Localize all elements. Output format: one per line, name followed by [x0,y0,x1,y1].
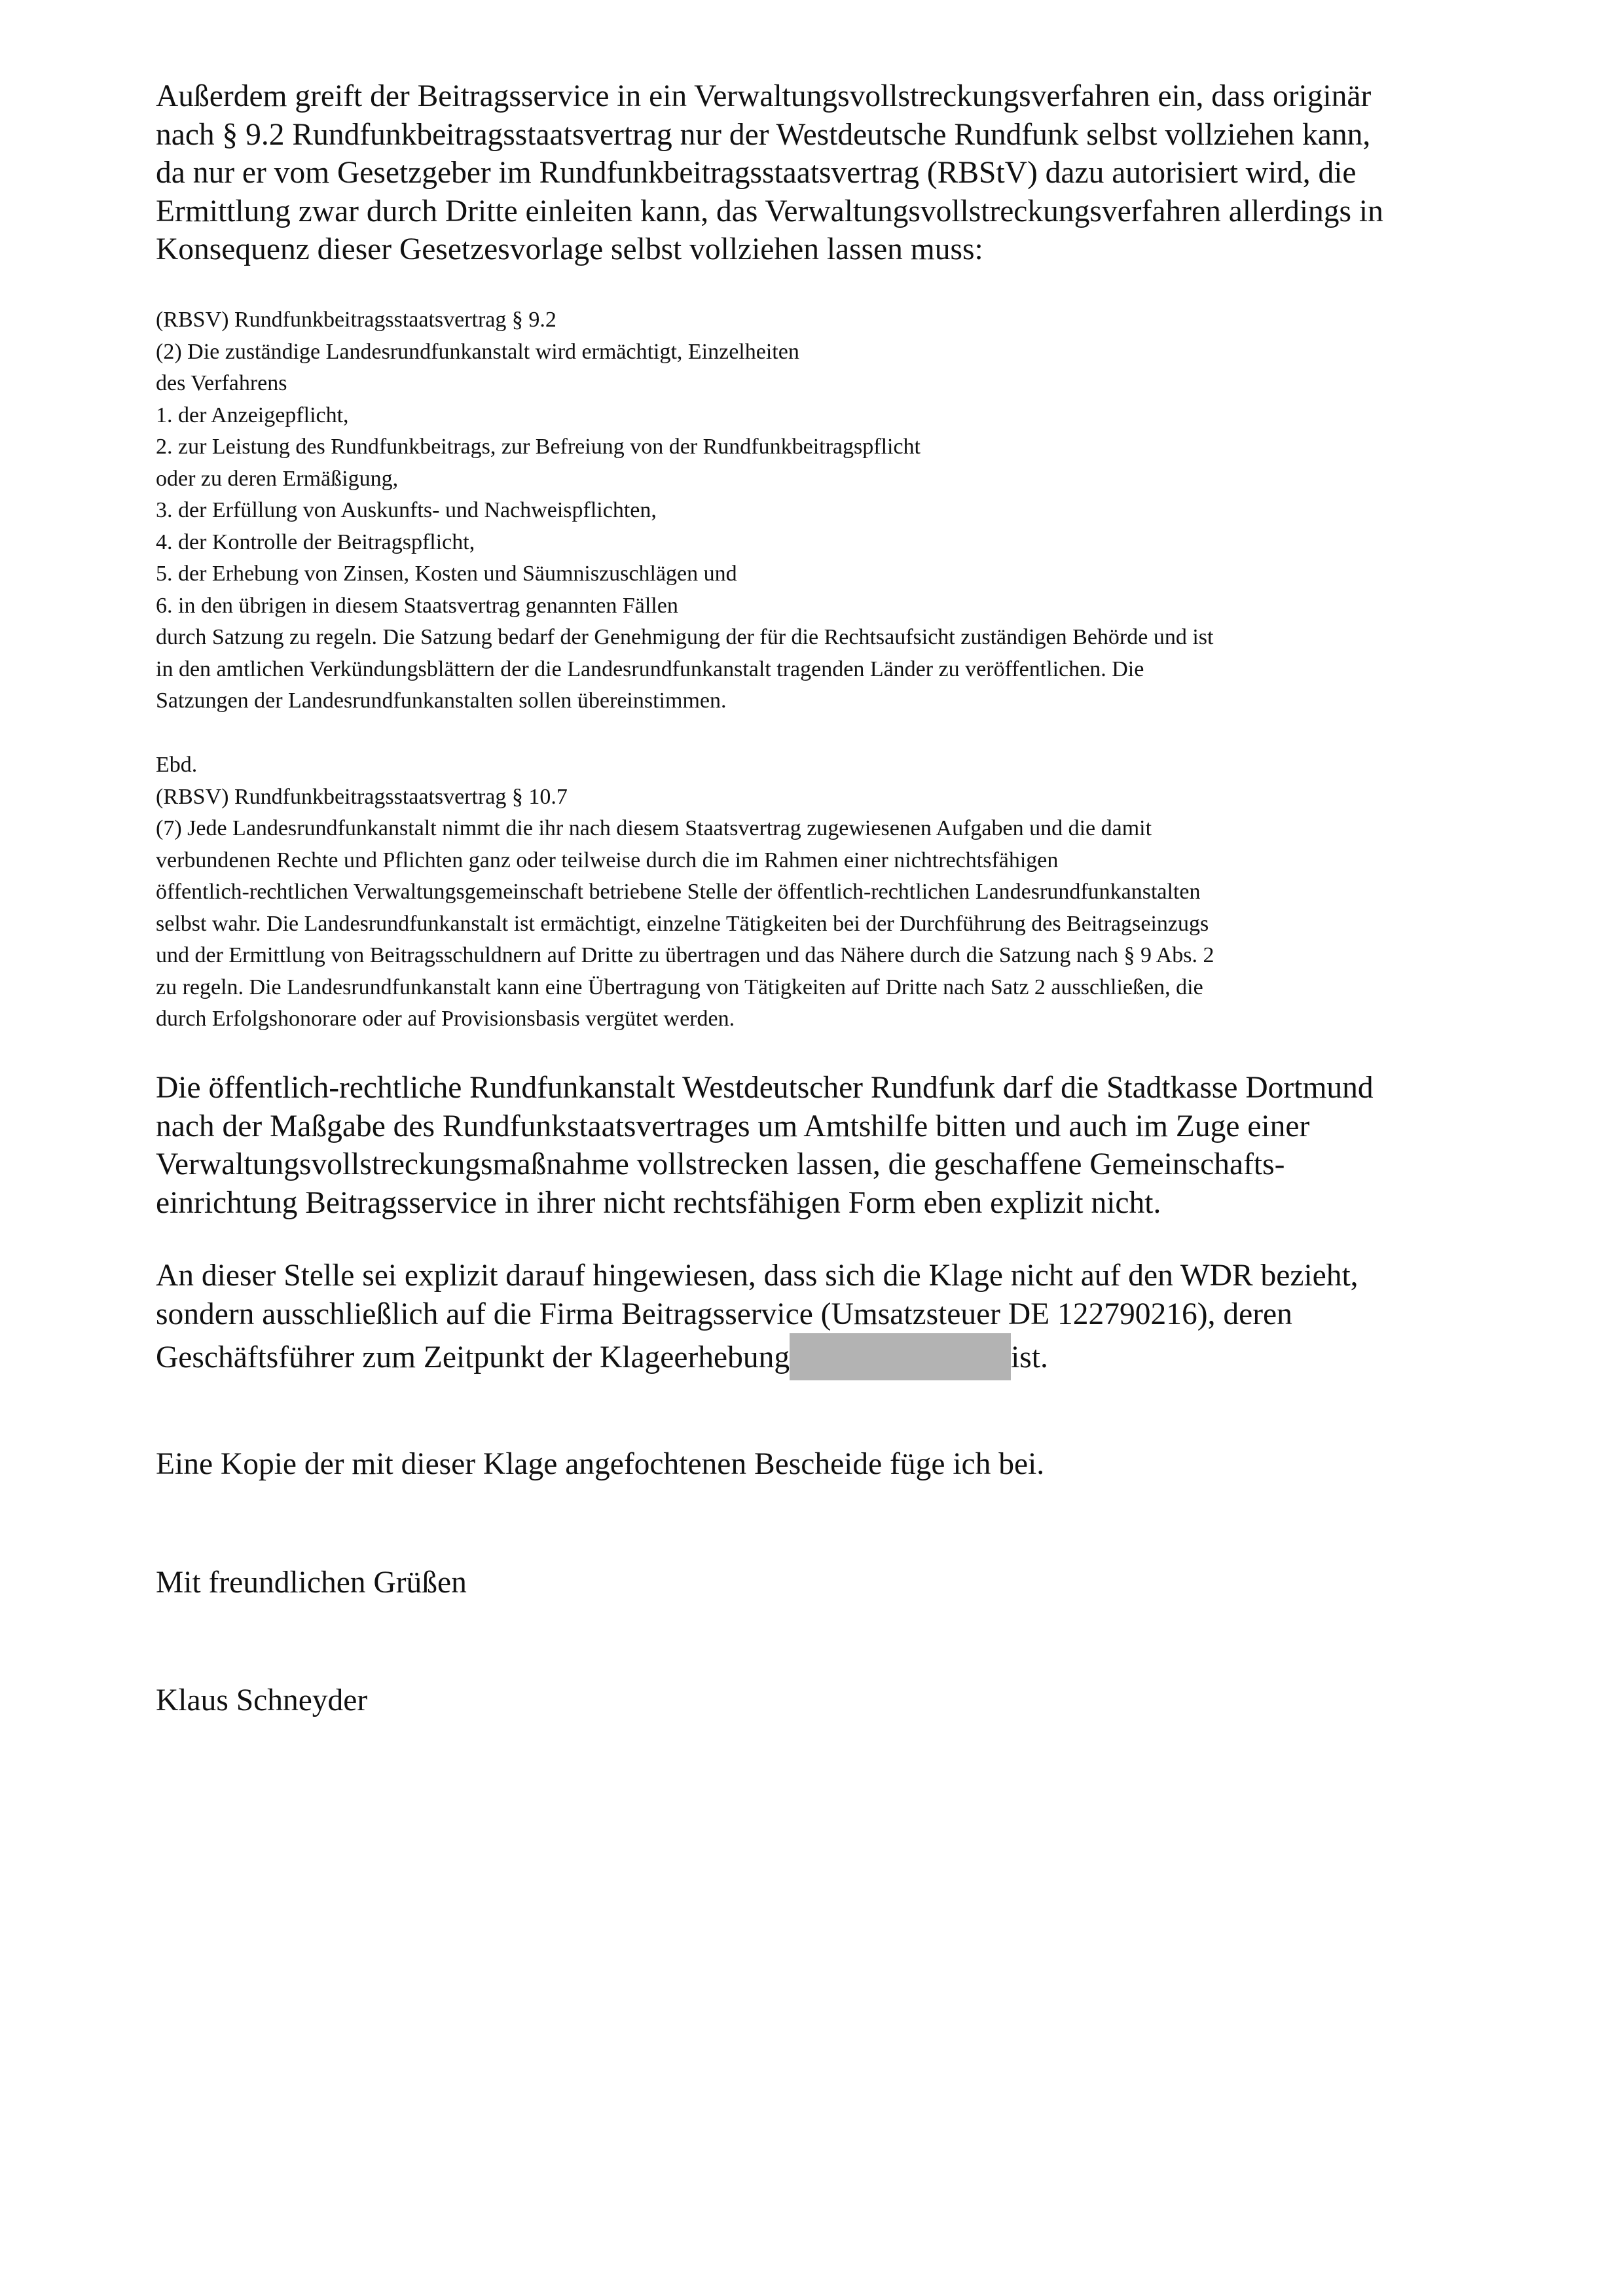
quote-line: Satzungen der Landesrundfunkanstalten sollen übereinstimmen. [156,689,727,713]
klage-line-after-redaction: ist. [1011,1340,1048,1374]
wdr-line: Verwaltungsvollstreckungsmaßnahme vollstrecken lassen, die geschaffene Gemeinschafts- [156,1147,1285,1181]
quote-line: durch Erfolgshonorare oder auf Provisionsbasis vergütet werden. [156,1007,735,1031]
klage-line: An dieser Stelle sei explizit darauf hingewiesen, dass sich die Klage nicht auf den WDR bezieht, [156,1259,1359,1293]
wdr-line: Die öffentlich-rechtliche Rundfunkanstalt Westdeutscher Rundfunk darf die Stadtkasse Dortmund [156,1071,1374,1105]
quote-line: 4. der Kontrolle der Beitragspflicht, [156,529,475,554]
intro-line: nach § 9.2 Rundfunkbeitragsstaatsvertrag nur der Westdeutsche Rundfunk selbst vollziehen kann, [156,117,1371,152]
intro-paragraph [156,77,1504,269]
redaction-box [790,1333,1011,1380]
quote-line: (2) Die zuständige Landesrundfunkanstalt wird ermächtigt, Einzelheiten [156,339,799,364]
wdr-line: nach der Maßgabe des Rundfunkstaatsvertrages um Amtshilfe bitten und auch im Zuge einer [156,1109,1310,1143]
quote-line: selbst wahr. Die Landesrundfunkanstalt ist ermächtigt, einzelne Tätigkeiten bei der Durchführung des Beitragseinzugs [156,911,1209,936]
attachment-note-text: Eine Kopie der mit dieser Klage angefochtenen Bescheide füge ich bei. [156,1447,1045,1481]
klage-line-before-redaction: Geschäftsführer zum Zeitpunkt der Klageerhebung [156,1340,790,1374]
wdr-line: einrichtung Beitragsservice in ihrer nicht rechtsfähigen Form eben explizit nicht. [156,1185,1161,1220]
klage-paragraph [156,1257,1504,1380]
intro-line: Außerdem greift der Beitragsservice in ein Verwaltungsvollstreckungsverfahren ein, dass originär [156,79,1372,113]
quote-line: zu regeln. Die Landesrundfunkanstalt kann eine Übertragung von Tätigkeiten auf Dritte nach Satz 2 ausschließen, die [156,975,1203,999]
quote-line: öffentlich-rechtlichen Verwaltungsgemeinschaft betriebene Stelle der öffentlich-rechtlichen Landesrundfunkanstalten [156,880,1201,904]
quote-line: 2. zur Leistung des Rundfunkbeitrags, zur Befreiung von der Rundfunkbeitragspflicht [156,435,921,459]
klage-line-with-redaction [156,1333,1504,1380]
intro-line: da nur er vom Gesetzgeber im Rundfunkbeitragsstaatsvertrag (RBStV) dazu autorisiert wird, die [156,156,1357,190]
wdr-paragraph [156,1069,1504,1222]
quote-line: 6. in den übrigen in diesem Staatsvertrag genannten Fällen [156,593,678,618]
signature [156,1681,1504,1720]
quote-line: (RBSV) Rundfunkbeitragsstaatsvertrag § 10.7 [156,784,568,809]
quote-section-9-2 [156,304,1504,717]
quote-line: 1. der Anzeigepflicht, [156,403,349,427]
attachment-note [156,1445,1504,1484]
quote-line: (RBSV) Rundfunkbeitragsstaatsvertrag § 9.2 [156,308,556,332]
quote-line: Ebd. [156,753,198,777]
quote-line: 5. der Erhebung von Zinsen, Kosten und Säumniszuschlägen und [156,562,737,586]
quote-line: 3. der Erfüllung von Auskunfts- und Nachweispflichten, [156,498,657,522]
quote-section-10-7 [156,749,1504,1035]
closing [156,1564,1504,1602]
quote-line: und der Ermittlung von Beitragsschuldnern auf Dritte zu übertragen und das Nähere durch die Satzung nach § 9 Abs. 2 [156,943,1214,967]
quote-line: verbundenen Rechte und Pflichten ganz oder teilweise durch die im Rahmen einer nichtrechtsfähigen [156,848,1059,872]
quote-line: (7) Jede Landesrundfunkanstalt nimmt die ihr nach diesem Staatsvertrag zugewiesenen Aufgaben und die damit [156,816,1152,840]
quote-line: oder zu deren Ermäßigung, [156,466,399,491]
closing-text: Mit freundlichen Grüßen [156,1566,467,1600]
intro-line: Konsequenz dieser Gesetzesvorlage selbst vollziehen lassen muss: [156,232,983,266]
quote-line: des Verfahrens [156,371,287,395]
signature-name: Klaus Schneyder [156,1683,368,1717]
quote-line: durch Satzung zu regeln. Die Satzung bedarf der Genehmigung der für die Rechtsaufsicht zuständigen Behörde und ist [156,625,1214,649]
intro-line: Ermittlung zwar durch Dritte einleiten kann, das Verwaltungsvollstreckungsverfahren allerdings in [156,194,1383,228]
quote-line: in den amtlichen Verkündungsblättern der die Landesrundfunkanstalt tragenden Länder zu veröffentlichen. Die [156,656,1144,681]
klage-line: sondern ausschließlich auf die Firma Beitragsservice (Umsatzsteuer DE 122790216), deren [156,1297,1292,1331]
